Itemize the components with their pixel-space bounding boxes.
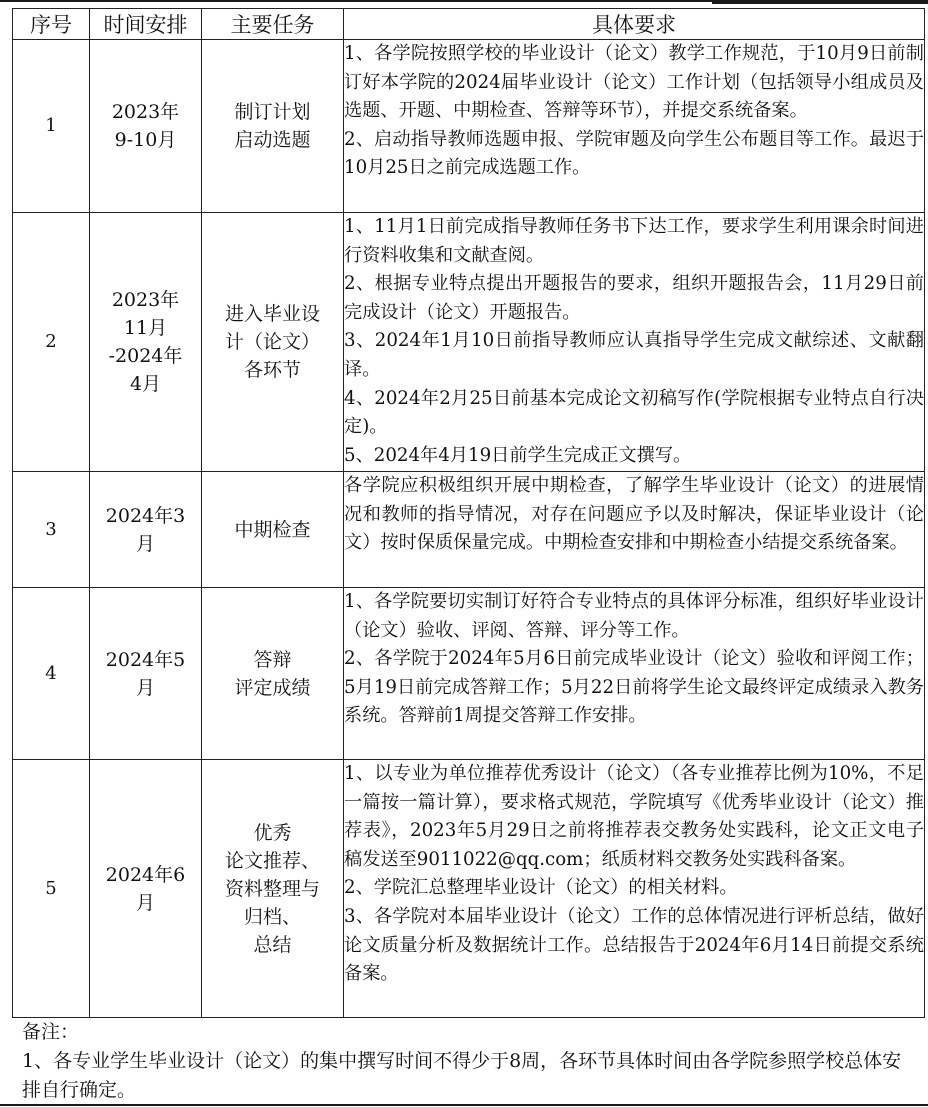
notes-title: 备注： — [22, 1021, 80, 1043]
note-item: 1、各专业学生毕业设计（论文）的集中撰写时间不得少于8周，各环节具体时间由各学院参照学校总体安排自行确定。 — [22, 1050, 902, 1101]
table-row — [13, 40, 925, 213]
table-row — [13, 760, 925, 1018]
row-time: 2023年 9-10月 — [90, 40, 202, 213]
requirement-item: 1、11月1日前完成指导教师任务书下达工作，要求学生利用课余时间进行资料收集和文献查阅。 — [344, 216, 924, 266]
header-task: 主要任务 — [202, 9, 344, 40]
header-no: 序号 — [13, 9, 90, 40]
header-time: 时间安排 — [90, 9, 202, 40]
top-rule-tab — [712, 0, 928, 4]
row-task: 制订计划 启动选题 — [202, 40, 344, 213]
table-row — [13, 472, 925, 588]
row-requirements — [344, 213, 925, 472]
notes-section — [22, 1018, 918, 1105]
row-no: 4 — [13, 588, 90, 760]
requirement-item: 1、各学院要切实制订好符合专业特点的具体评分标准，组织好毕业设计（论文）验收、评阅、答辩、评分等工作。 — [344, 591, 924, 641]
row-task: 答辩 评定成绩 — [202, 588, 344, 760]
row-requirements — [344, 472, 925, 588]
requirement-item: 2、各学院于2024年5月6日前完成毕业设计（论文）验收和评阅工作；5月19日前完成答辩工作；5月22日前将学生论文最终评定成绩录入教务系统。答辩前1周提交答辩工作安排。 — [344, 648, 924, 727]
row-requirements — [344, 588, 925, 760]
requirement-item: 5、2024年4月19日前学生完成正文撰写。 — [344, 444, 692, 466]
schedule-table — [12, 8, 925, 1018]
row-no: 2 — [13, 213, 90, 472]
bottom-rule — [0, 1104, 928, 1106]
requirement-item: 2、启动指导教师选题申报、学院审题及向学生公布题目等工作。最迟于10月25日之前完成选题工作。 — [344, 128, 924, 179]
row-task: 优秀 论文推荐、 资料整理与 归档、 总结 — [202, 760, 344, 1018]
table-row — [13, 588, 925, 760]
row-time: 2024年5 月 — [90, 588, 202, 760]
requirement-item: 3、2024年1月10日前指导教师应认真指导学生完成文献综述、文献翻译。 — [344, 330, 924, 380]
table-row — [13, 213, 925, 472]
requirement-item: 各学院应积极组织开展中期检查，了解学生毕业设计（论文）的进展情况和教师的指导情况，对存在问题应予以及时解决，保证毕业设计（论文）按时保质保量完成。中期检查安排和中期检查小结提交系统备案。 — [344, 475, 924, 554]
row-time: 2023年 11月 -2024年 4月 — [90, 213, 202, 472]
row-task: 进入毕业设 计（论文） 各环节 — [202, 213, 344, 472]
requirement-item: 2、学院汇总整理毕业设计（论文）的相关材料。 — [344, 877, 738, 899]
row-no: 5 — [13, 760, 90, 1018]
requirement-item: 1、各学院按照学校的毕业设计（论文）教学工作规范，于10月9日前制订好本学院的2024届毕业设计（论文）工作计划（包括领导小组成员及选题、开题、中期检查、答辩等环节），并提交系统备案。 — [344, 43, 924, 122]
table-header-row — [13, 9, 925, 40]
requirement-item: 2、根据专业特点提出开题报告的要求，组织开题报告会，11月29日前完成设计（论文）开题报告。 — [344, 273, 924, 323]
row-requirements — [344, 40, 925, 213]
row-time: 2024年3 月 — [90, 472, 202, 588]
requirement-item: 4、2024年2月25日前基本完成论文初稿写作(学院根据专业特点自行决定)。 — [344, 387, 924, 438]
row-task: 中期检查 — [202, 472, 344, 588]
row-time: 2024年6 月 — [90, 760, 202, 1018]
row-no: 1 — [13, 40, 90, 213]
requirement-item: 1、以专业为单位推荐优秀设计（论文）（各专业推荐比例为10%，不足一篇按一篇计算），要求格式规范，学院填写《优秀毕业设计（论文）推荐表》，2023年5月29日之前将推荐表交教务处实践科，论文正文电子稿发送至9011022@qq.com；纸质材料交教务处实践科备案。 — [344, 763, 924, 870]
row-requirements — [344, 760, 925, 1018]
header-requirements: 具体要求 — [344, 9, 925, 40]
requirement-item: 3、各学院对本届毕业设计（论文）工作的总体情况进行评析总结，做好论文质量分析及数据统计工作。总结报告于2024年6月14日前提交系统备案。 — [344, 905, 924, 985]
row-no: 3 — [13, 472, 90, 588]
